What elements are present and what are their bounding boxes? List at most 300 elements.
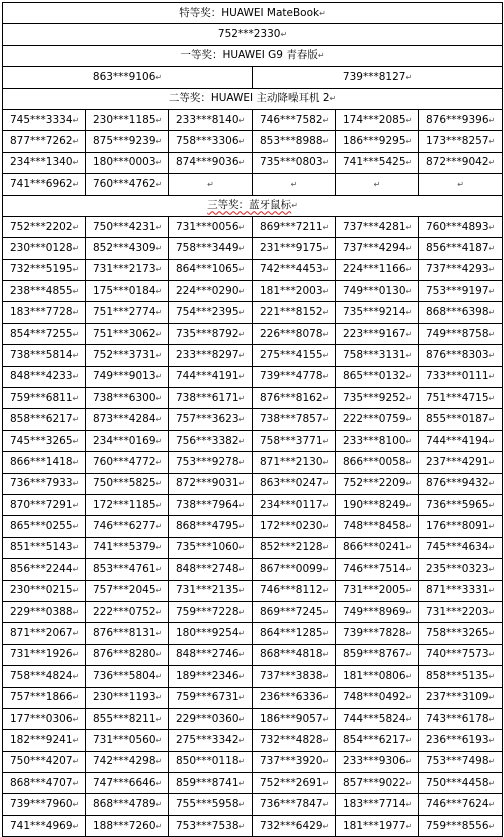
special-prize-winner-row	[3, 24, 503, 45]
paragraph-mark: ↵	[72, 243, 80, 253]
winner-cell	[419, 345, 503, 366]
special-prize-winner	[3, 24, 503, 45]
winner-number: 230***1185	[93, 113, 156, 126]
paragraph-mark: ↵	[72, 522, 80, 532]
winner-cell	[3, 687, 86, 708]
paragraph-mark: ↵	[238, 607, 246, 617]
winner-number: 758***3771	[260, 434, 323, 447]
winner-number: 864***1285	[260, 627, 323, 640]
winner-cell	[3, 259, 86, 280]
winner-cell	[86, 238, 169, 259]
paragraph-mark: ↵	[72, 179, 80, 189]
winner-cell	[169, 623, 253, 644]
paragraph-mark: ↵	[238, 158, 246, 168]
winner-number: 745***3265	[10, 434, 73, 447]
winner-number: 229***0388	[10, 605, 73, 618]
paragraph-mark: ↵	[405, 329, 413, 339]
paragraph-mark: ↵	[72, 350, 80, 360]
winner-number: 739***4778	[260, 370, 323, 383]
paragraph-mark: ↵	[238, 735, 246, 745]
winner-cell	[86, 174, 169, 195]
paragraph-mark: ↵	[488, 415, 496, 425]
winner-cell	[419, 601, 503, 622]
winner-cell	[86, 580, 169, 601]
winner-cell	[3, 794, 86, 815]
paragraph-mark: ↵	[322, 671, 330, 681]
winner-cell	[336, 708, 419, 729]
winner-cell	[253, 516, 336, 537]
paragraph-mark: ↵	[72, 158, 80, 168]
winner-number: 221***8152	[260, 306, 323, 319]
third-prize-row	[3, 815, 503, 836]
winner-cell	[169, 302, 253, 323]
paragraph-mark: ↵	[488, 586, 496, 596]
winner-number: 183***7728	[10, 306, 73, 319]
third-prize-title	[3, 195, 503, 216]
winner-number: 746***7624	[426, 798, 489, 811]
winner-number: 854***6217	[343, 733, 406, 746]
winner-cell	[419, 216, 503, 237]
paragraph-mark: ↵	[322, 778, 330, 788]
paragraph-mark: ↵	[488, 372, 496, 382]
winner-number: 757***1866	[10, 691, 73, 704]
paragraph-mark: ↵	[238, 243, 246, 253]
winner-number: 737***3920	[260, 755, 323, 768]
paragraph-mark: ↵	[322, 500, 330, 510]
winner-cell	[169, 666, 253, 687]
winner-cell	[336, 580, 419, 601]
winner-cell	[169, 708, 253, 729]
winner-number: 731***2203	[426, 605, 489, 618]
winner-number: 871***2130	[260, 455, 323, 468]
paragraph-mark: ↵	[488, 693, 496, 703]
paragraph-mark: ↵	[238, 350, 246, 360]
special-prize-title-text: 特等奖：HUAWEI MateBook	[179, 6, 320, 19]
paragraph-mark: ↵	[155, 286, 163, 296]
winner-number: 230***0215	[10, 584, 73, 597]
winner-number: 275***3342	[176, 733, 239, 746]
winner-number: 736***5965	[426, 498, 489, 511]
winner-cell	[336, 687, 419, 708]
winner-cell	[3, 473, 86, 494]
winner-cell	[86, 345, 169, 366]
paragraph-mark: ↵	[405, 286, 413, 296]
paragraph-mark: ↵	[405, 265, 413, 275]
winner-number: 749***8758	[426, 327, 489, 340]
winner-number: 236***6336	[260, 691, 323, 704]
winner-number: 757***3623	[176, 413, 239, 426]
paragraph-mark: ↵	[405, 243, 413, 253]
winner-cell	[86, 730, 169, 751]
third-prize-row	[3, 559, 503, 580]
winner-number: 870***7291	[10, 498, 73, 511]
winner-number: 741***4969	[10, 819, 73, 832]
winner-number: 851***5143	[10, 541, 73, 554]
winner-cell	[169, 580, 253, 601]
winner-number: 853***4761	[93, 562, 156, 575]
winner-cell	[336, 623, 419, 644]
paragraph-mark: ↵	[72, 714, 80, 724]
winner-number: 759***7228	[176, 605, 239, 618]
winner-number: 865***0132	[343, 370, 406, 383]
paragraph-mark: ↵	[72, 286, 80, 296]
winner-number: 750***4231	[93, 220, 156, 233]
winner-number: 742***4453	[260, 263, 323, 276]
third-prize-row	[3, 281, 503, 302]
third-prize-row	[3, 708, 503, 729]
winner-cell	[169, 109, 253, 130]
third-prize-row	[3, 773, 503, 794]
paragraph-mark: ↵	[488, 479, 496, 489]
winner-cell	[419, 494, 503, 515]
second-prize-title-text: 二等奖：HUAWEI 主动降噪耳机 2	[168, 92, 330, 105]
paragraph-mark: ↵	[155, 714, 163, 724]
paragraph-mark: ↵	[72, 457, 80, 467]
paragraph-mark: ↵	[488, 629, 496, 639]
second-prize-row	[3, 109, 503, 130]
winner-number: 852***4309	[93, 241, 156, 254]
winner-cell	[253, 601, 336, 622]
paragraph-mark: ↵	[155, 522, 163, 532]
winner-number: 872***9042	[426, 156, 489, 169]
paragraph-mark: ↵	[238, 286, 246, 296]
winner-number: 175***0184	[93, 284, 156, 297]
third-prize-row	[3, 345, 503, 366]
paragraph-mark: ↵	[72, 500, 80, 510]
paragraph-mark: ↵	[322, 137, 330, 147]
winner-number: 236***6193	[426, 733, 489, 746]
winner-cell	[86, 430, 169, 451]
winner-number: 235***0323	[426, 562, 489, 575]
winner-cell	[3, 366, 86, 387]
paragraph-mark: ↵	[488, 137, 496, 147]
paragraph-mark: ↵	[155, 179, 163, 189]
winner-cell	[169, 216, 253, 237]
paragraph-mark: ↵	[155, 778, 163, 788]
winner-cell	[253, 409, 336, 430]
winner-number: 750***4207	[10, 755, 73, 768]
paragraph-mark: ↵	[322, 158, 330, 168]
third-prize-row	[3, 494, 503, 515]
winner-cell	[419, 473, 503, 494]
paragraph-mark: ↵	[322, 243, 330, 253]
winner-cell	[336, 131, 419, 152]
paragraph-mark: ↵	[322, 757, 330, 767]
third-prize-row	[3, 323, 503, 344]
paragraph-mark: ↵	[373, 179, 381, 189]
paragraph-mark: ↵	[280, 30, 288, 40]
paragraph-mark: ↵	[238, 436, 246, 446]
winner-number: 751***2774	[93, 306, 156, 319]
winner-number: 869***7245	[260, 605, 323, 618]
winner-cell	[336, 773, 419, 794]
paragraph-mark: ↵	[322, 564, 330, 574]
paragraph-mark: ↵	[488, 778, 496, 788]
paragraph-mark: ↵	[155, 329, 163, 339]
paragraph-mark: ↵	[488, 543, 496, 553]
first-prize-winner-text: 739***8127	[342, 70, 406, 83]
paragraph-mark: ↵	[155, 222, 163, 232]
winner-cell	[86, 623, 169, 644]
winner-cell	[86, 109, 169, 130]
winner-cell	[253, 281, 336, 302]
winner-number: 176***8091	[426, 520, 489, 533]
winner-number: 857***9022	[343, 776, 406, 789]
winner-number: 758***3131	[343, 348, 406, 361]
winner-cell	[86, 323, 169, 344]
first-prize-title-text: 一等奖：HUAWEI G9 青春版	[180, 49, 318, 62]
winner-cell	[3, 302, 86, 323]
winner-cell	[253, 174, 336, 195]
paragraph-mark: ↵	[155, 265, 163, 275]
winner-cell	[336, 815, 419, 836]
paragraph-mark: ↵	[155, 72, 163, 82]
winner-cell	[169, 559, 253, 580]
winner-cell	[253, 452, 336, 473]
paragraph-mark: ↵	[405, 137, 413, 147]
winner-cell	[336, 109, 419, 130]
third-prize-title-row	[3, 195, 503, 216]
first-prize-winner-cell	[253, 67, 503, 88]
winner-number: 735***0803	[260, 156, 323, 169]
prize-winners-document	[2, 2, 502, 837]
third-prize-row	[3, 473, 503, 494]
winner-number: 738***6300	[93, 391, 156, 404]
winner-cell	[253, 494, 336, 515]
winner-cell	[169, 687, 253, 708]
winner-cell	[253, 794, 336, 815]
winner-number: 731***2005	[343, 584, 406, 597]
third-prize-row	[3, 516, 503, 537]
paragraph-mark: ↵	[322, 522, 330, 532]
winner-cell	[253, 238, 336, 259]
third-prize-title-text: 三等奖：蓝牙鼠标	[207, 199, 292, 212]
first-prize-winner-cell	[3, 67, 253, 88]
paragraph-mark: ↵	[405, 586, 413, 596]
winner-cell	[3, 773, 86, 794]
winner-number: 856***2244	[10, 562, 73, 575]
winner-cell	[336, 537, 419, 558]
winner-cell	[336, 302, 419, 323]
winner-cell	[86, 152, 169, 173]
paragraph-mark: ↵	[488, 607, 496, 617]
paragraph-mark: ↵	[72, 372, 80, 382]
winner-number: 744***4191	[176, 370, 239, 383]
winner-cell	[253, 773, 336, 794]
winner-number: 735***9214	[343, 306, 406, 319]
special-prize-winner-text: 752***2330	[217, 28, 281, 41]
second-prize-title	[3, 88, 503, 109]
winner-number: 731***2135	[176, 584, 239, 597]
winner-number: 183***7714	[343, 798, 406, 811]
paragraph-mark: ↵	[322, 115, 330, 125]
paragraph-mark: ↵	[72, 137, 80, 147]
paragraph-mark: ↵	[72, 671, 80, 681]
winner-number: 752***2209	[343, 477, 406, 490]
paragraph-mark: ↵	[238, 372, 246, 382]
winner-number: 173***8257	[426, 135, 489, 148]
paragraph-mark: ↵	[322, 329, 330, 339]
winner-number: 875***9239	[93, 135, 156, 148]
paragraph-mark: ↵	[238, 821, 246, 831]
winner-cell	[253, 131, 336, 152]
winner-cell	[86, 259, 169, 280]
winner-cell	[336, 409, 419, 430]
paragraph-mark: ↵	[155, 607, 163, 617]
paragraph-mark: ↵	[238, 757, 246, 767]
winner-cell	[3, 109, 86, 130]
winner-cell	[253, 666, 336, 687]
paragraph-mark: ↵	[155, 243, 163, 253]
winner-cell	[169, 323, 253, 344]
winner-number: 735***1060	[176, 541, 239, 554]
winner-cell	[336, 430, 419, 451]
winner-number: 742***4298	[93, 755, 156, 768]
paragraph-mark: ↵	[488, 436, 496, 446]
winner-cell	[336, 174, 419, 195]
winner-number: 866***1418	[10, 455, 73, 468]
winner-number: 876***8162	[260, 391, 323, 404]
winner-number: 741***5379	[93, 541, 156, 554]
paragraph-mark: ↵	[322, 350, 330, 360]
paragraph-mark: ↵	[405, 800, 413, 810]
winner-cell	[419, 388, 503, 409]
winner-number: 738***6171	[176, 391, 239, 404]
winner-number: 186***9295	[343, 135, 406, 148]
winner-number: 737***4281	[343, 220, 406, 233]
winner-cell	[336, 644, 419, 665]
winner-number: 873***4284	[93, 413, 156, 426]
winner-cell	[86, 409, 169, 430]
winner-number: 739***7960	[10, 798, 73, 811]
winner-cell	[3, 131, 86, 152]
winner-cell	[3, 751, 86, 772]
winner-number: 753***7498	[426, 755, 489, 768]
third-prize-row	[3, 644, 503, 665]
second-prize-row	[3, 174, 503, 195]
winner-number: 748***8458	[343, 520, 406, 533]
winner-cell	[419, 687, 503, 708]
paragraph-mark: ↵	[488, 329, 496, 339]
winner-cell	[253, 323, 336, 344]
winner-cell	[3, 730, 86, 751]
paragraph-mark: ↵	[488, 350, 496, 360]
winner-number: 868***6398	[426, 306, 489, 319]
paragraph-mark: ↵	[72, 629, 80, 639]
paragraph-mark: ↵	[322, 265, 330, 275]
winner-number: 739***7828	[343, 627, 406, 640]
paragraph-mark: ↵	[155, 586, 163, 596]
winner-number: 757***2045	[93, 584, 156, 597]
winner-cell	[86, 302, 169, 323]
winner-number: 181***0806	[343, 669, 406, 682]
winner-number: 736***5804	[93, 669, 156, 682]
winner-cell	[419, 708, 503, 729]
winner-number: 749***9013	[93, 370, 156, 383]
winner-cell	[336, 323, 419, 344]
winner-number: 180***9254	[176, 627, 239, 640]
third-prize-row	[3, 302, 503, 323]
winner-cell	[169, 730, 253, 751]
paragraph-mark: ↵	[322, 222, 330, 232]
winner-number: 743***6178	[426, 712, 489, 725]
winner-cell	[169, 516, 253, 537]
paragraph-mark: ↵	[238, 671, 246, 681]
winner-number: 275***4155	[260, 348, 323, 361]
winner-number: 737***4294	[343, 241, 406, 254]
winner-number: 731***2173	[93, 263, 156, 276]
winner-cell	[419, 516, 503, 537]
winner-number: 733***0111	[426, 370, 489, 383]
winner-cell	[419, 580, 503, 601]
paragraph-mark: ↵	[488, 714, 496, 724]
winner-cell	[3, 644, 86, 665]
third-prize-row	[3, 430, 503, 451]
third-prize-row	[3, 580, 503, 601]
paragraph-mark: ↵	[322, 457, 330, 467]
winner-number: 190***8249	[343, 498, 406, 511]
paragraph-mark: ↵	[72, 329, 80, 339]
paragraph-mark: ↵	[488, 757, 496, 767]
paragraph-mark: ↵	[155, 158, 163, 168]
winner-cell	[3, 409, 86, 430]
winner-cell	[253, 388, 336, 409]
winner-cell	[419, 152, 503, 173]
winner-number: 752***3731	[93, 348, 156, 361]
paragraph-mark: ↵	[488, 158, 496, 168]
winner-number: 752***2202	[10, 220, 73, 233]
winner-number: 741***5425	[343, 156, 406, 169]
winner-number: 868***4789	[93, 798, 156, 811]
winner-cell	[336, 516, 419, 537]
paragraph-mark: ↵	[405, 650, 413, 660]
winner-cell	[419, 623, 503, 644]
paragraph-mark: ↵	[238, 714, 246, 724]
winner-cell	[253, 580, 336, 601]
winner-number: 744***5824	[343, 712, 406, 725]
winner-cell	[3, 152, 86, 173]
special-prize-title	[3, 3, 503, 24]
third-prize-row	[3, 452, 503, 473]
winner-cell	[3, 388, 86, 409]
paragraph-mark: ↵	[488, 457, 496, 467]
winner-cell	[169, 815, 253, 836]
winner-number: 189***2346	[176, 669, 239, 682]
winner-number: 738***7964	[176, 498, 239, 511]
paragraph-mark: ↵	[405, 372, 413, 382]
winner-cell	[336, 259, 419, 280]
paragraph-mark: ↵	[238, 308, 246, 318]
winner-cell	[169, 537, 253, 558]
paragraph-mark: ↵	[322, 436, 330, 446]
winner-cell	[253, 687, 336, 708]
winner-number: 856***4187	[426, 241, 489, 254]
paragraph-mark: ↵	[155, 457, 163, 467]
winner-number: 848***2746	[176, 648, 239, 661]
winner-number: 864***1065	[176, 263, 239, 276]
paragraph-mark: ↵	[405, 821, 413, 831]
winner-cell	[419, 794, 503, 815]
second-prize-row	[3, 152, 503, 173]
winner-cell	[169, 794, 253, 815]
winner-number: 188***7260	[93, 819, 156, 832]
paragraph-mark: ↵	[488, 308, 496, 318]
winner-cell	[253, 623, 336, 644]
winner-number: 233***8140	[176, 113, 239, 126]
paragraph-mark: ↵	[238, 800, 246, 810]
winner-cell	[86, 815, 169, 836]
paragraph-mark: ↵	[317, 51, 325, 61]
